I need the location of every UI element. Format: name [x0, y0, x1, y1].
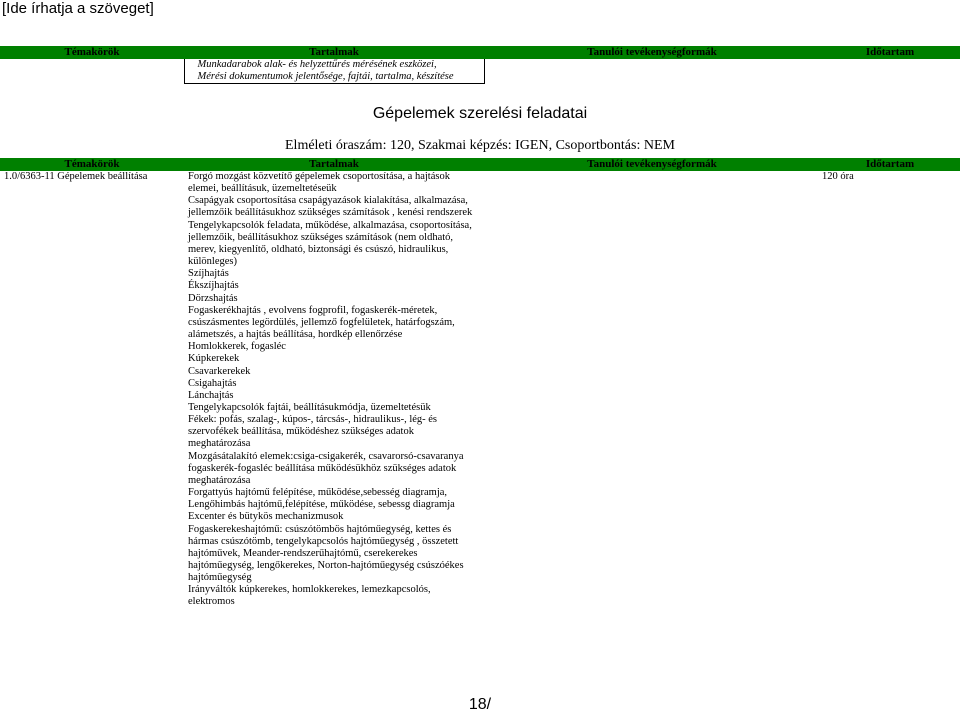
content-line: fogaskerék-fogasléc beállítása működésükhöz szükséges adatok — [188, 462, 457, 474]
table-header-row — [0, 46, 960, 59]
content-line: Csavarkerekek — [188, 365, 251, 377]
content-line: merev, kiegyenlítő, oldható, biztonsági és csúszó, hidraulikus, — [188, 243, 449, 255]
duration-cell — [820, 59, 960, 84]
content-line: Irányváltók kúpkerekes, homlokkerekes, lemezkapcsolós, — [188, 584, 431, 596]
content-line: meghatározása — [188, 438, 251, 450]
content-line: különleges) — [188, 256, 237, 268]
header-duration: Időtartam — [820, 46, 960, 59]
content-line: Dörzshajtás — [188, 292, 238, 304]
content-line: Kúpkerekek — [188, 353, 240, 365]
content-line: Szíjhajtás — [188, 268, 229, 280]
content-line: Fékek: pofás, szalag-, kúpos-, tárcsás-, hidraulikus-, lég- és — [188, 414, 438, 426]
content-line: hajtóművek, Meander-rendszerűhajtómű, cserekerekes — [188, 547, 418, 559]
content-line: Lengőhimbás hajtómű,felépítése, működése, sebessg diagramja — [188, 499, 455, 511]
content-lines — [188, 171, 482, 609]
content-line: alámetszés, a hajtás beállítása, hordkép ellenőrzése — [188, 329, 403, 341]
previous-topic-table — [0, 46, 960, 84]
content-line: Mérési dokumentumok jelentősége, fajtái, tartalma, készítése — [197, 71, 454, 82]
header-activities: Tanulói tevékenységformák — [484, 46, 820, 59]
content-line: elemei, beállításuk, üzemeltetéseük — [188, 183, 337, 195]
content-line: Fogaskerekeshajtómű: csúszótömbös hajtóműegység, kettes és — [188, 523, 452, 535]
header-contents: Tartalmak — [184, 158, 484, 171]
content-line: Tengelykapcsolók feladata, működése, alkalmazása, csoportosítása, — [188, 219, 472, 231]
content-line: jellemzőik beállításukhoz szükséges számítások , kenési rendszerek — [188, 207, 473, 219]
content-line: Forgattyús hajtómű felépítése, működése,sebesség diagramja, — [188, 487, 448, 499]
content-line: Homlokkerek, fogasléc — [188, 341, 286, 353]
content-line: hajtóműegység — [188, 572, 252, 584]
activity-cell — [484, 59, 820, 84]
table-header-row — [0, 158, 960, 171]
header-topics: Témakörök — [0, 46, 184, 59]
topic-cell: 1.0/6363-11 Gépelemek beállítása — [4, 171, 148, 182]
content-line: hármas csúszótömb, tengelykapcsolós hajtóműegység , összetett — [188, 535, 459, 547]
header-contents: Tartalmak — [184, 46, 484, 59]
table-row — [0, 171, 960, 609]
content-line: Fogaskerékhajtás , evolvens fogprofil, fogaskerék-méretek, — [188, 304, 438, 316]
page-number: 18/ — [468, 696, 492, 713]
header-activities: Tanulói tevékenységformák — [484, 158, 820, 171]
content-line: Ékszíjhajtás — [188, 280, 239, 292]
header-topics: Témakörök — [0, 158, 184, 171]
content-line: meghatározása — [188, 474, 251, 486]
content-cell — [184, 59, 484, 84]
content-line: csúszásmentes legördülés, jellemző fogfelületek, határfogszám, — [188, 316, 455, 328]
content-line: Csapágyak csoportosítása csapágyazások kialakítása, alkalmazása, — [188, 195, 468, 207]
content-line: Excenter és bütykös mechanizmusok — [188, 511, 344, 523]
content-line: elektromos — [188, 596, 235, 608]
content-line: Munkadarabok alak- és helyzettűrés mérésének eszközei, — [197, 59, 437, 70]
content-line: Forgó mozgást közvetítő gépelemek csoportosítása, a hajtások — [188, 171, 450, 182]
content-line: Csigahajtás — [188, 377, 237, 389]
main-topic-table — [0, 158, 960, 609]
content-line: Tengelykapcsolók fajtái, beállításukmódja, üzemeltetésük — [188, 401, 431, 413]
content-line: Mozgásátalakító elemek:csiga-csigakerék, csavarorsó-csavaranya — [188, 450, 464, 462]
content-line: szervofékek beállítása, működéshez szükséges adatok — [188, 426, 414, 438]
placeholder-text[interactable]: [Ide írhatja a szöveget] — [2, 0, 154, 17]
topic-cell — [0, 59, 184, 84]
content-cell — [184, 171, 484, 609]
activity-cell — [484, 171, 820, 609]
header-duration: Időtartam — [820, 158, 960, 171]
table-row — [0, 59, 960, 84]
content-line: jellemzőik, beállításukhoz szükséges számítások (nem oldható, — [188, 231, 454, 243]
content-line: hajtóműegység, lengőkerekes, Norton-hajtóműegység csúszóékes — [188, 560, 464, 571]
section-title: Gépelemek szerelési feladatai — [372, 105, 588, 122]
duration-cell: 120 óra — [822, 171, 854, 182]
section-subtitle: Elméleti óraszám: 120, Szakmai képzés: IGEN, Csoportbontás: NEM — [285, 138, 675, 153]
content-line: Lánchajtás — [188, 389, 234, 401]
